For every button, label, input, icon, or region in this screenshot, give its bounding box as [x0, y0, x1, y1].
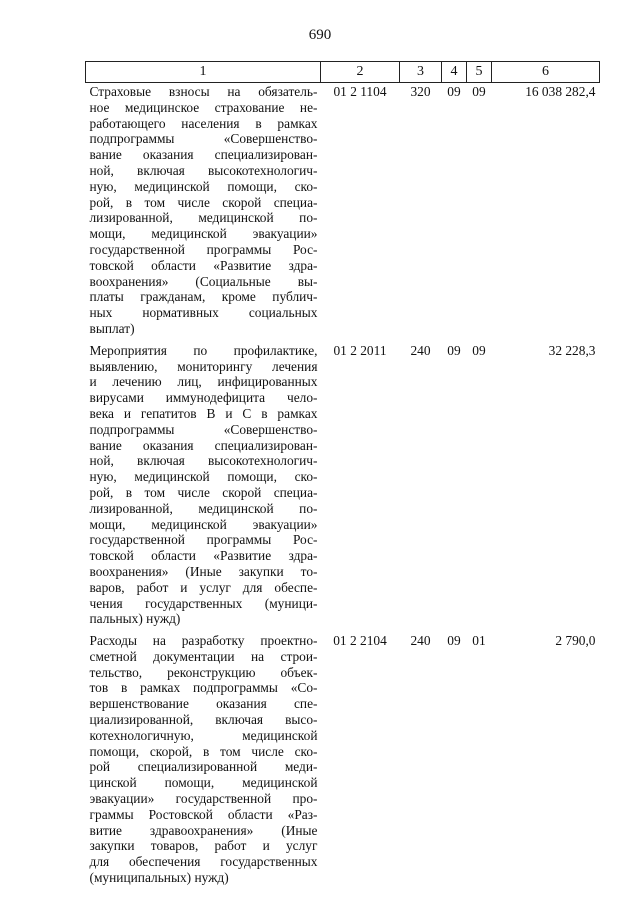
description-line: Расходы на разработку проектно- — [89, 633, 318, 649]
description-line: ных нормативных социальных — [89, 305, 318, 321]
description-line: ное медицинское страхование не- — [89, 99, 318, 115]
description-line: мощи, медицинской эвакуации» — [89, 516, 318, 532]
description-line: ную, медицинской помощи, ско- — [89, 469, 318, 485]
description-line: подпрограммы «Совершенство- — [89, 421, 318, 437]
budget-table — [85, 61, 600, 886]
table-row — [86, 627, 600, 886]
row-target-code: 01 2 1104 — [333, 84, 387, 99]
table-header-row — [86, 62, 600, 83]
description-line: товской области «Развитие здра- — [89, 257, 318, 273]
description-line: платы гражданам, кроме публич- — [89, 289, 318, 305]
row-subsection: 09 — [472, 84, 486, 99]
description-line: воохранения» (Социальные вы- — [89, 273, 318, 289]
description-line: вание оказания специализирован- — [89, 437, 318, 453]
row-target-code: 01 2 2011 — [333, 342, 387, 358]
table-row — [86, 83, 600, 337]
description-line: выплат) — [89, 320, 135, 336]
description-line: (муниципальных) нужд) — [89, 870, 229, 886]
description-line: граммы Ростовской области «Раз- — [89, 806, 318, 822]
description-line: вершенствование оказания спе- — [89, 696, 318, 712]
description-line: ную, медицинской помощи, ско- — [89, 178, 318, 194]
description-line: мощи, медицинской эвакуации» — [89, 226, 318, 242]
description-line: помощи, скорой, в том числе ско- — [89, 743, 318, 759]
row-description — [86, 83, 321, 337]
row-expense-type: 320 — [410, 84, 431, 99]
description-line: тельство, реконструкцию объек- — [89, 664, 318, 680]
description-line: лизированной, медицинской по- — [89, 210, 318, 226]
description-line: рой, в том числе скорой специа- — [89, 484, 318, 500]
row-amount: 32 228,3 — [548, 342, 596, 358]
description-line: закупки товаров, работ и услуг — [89, 838, 318, 854]
description-line: товской области «Развитие здра- — [89, 548, 318, 564]
description-line: воохранения» (Иные закупки то- — [89, 563, 318, 579]
description-line: циализированной, включая высо- — [89, 712, 318, 728]
description-line: котехнологичную, медицинской — [89, 727, 318, 743]
description-line: чения государственных (муници- — [89, 595, 318, 611]
row-expense-type: 240 — [410, 342, 431, 358]
description-line: варов, работ и услуг для обеспе- — [89, 579, 318, 595]
column-header-2: 2 — [321, 62, 400, 83]
description-line: тов в рамках подпрограммы «Со- — [89, 680, 318, 696]
row-description — [86, 627, 321, 886]
description-line: витие здравоохранения» (Иные — [89, 822, 318, 838]
row-amount: 2 790,0 — [555, 633, 596, 649]
description-line: лизированной, медицинской по- — [89, 500, 318, 516]
row-description — [86, 337, 321, 627]
row-target-code: 01 2 2104 — [333, 633, 387, 649]
column-header-3: 3 — [400, 62, 442, 83]
column-header-4: 4 — [442, 62, 467, 83]
row-section: 09 — [447, 84, 461, 99]
column-header-6: 6 — [492, 62, 600, 83]
description-line: подпрограммы «Совершенство- — [89, 131, 318, 147]
description-line: и лечению лиц, инфицированных — [89, 374, 318, 390]
column-header-5: 5 — [467, 62, 492, 83]
description-line: рой, в том числе скорой специа- — [89, 194, 318, 210]
description-line: рой специализированной меди- — [89, 759, 318, 775]
description-line: вание оказания специализирован- — [89, 147, 318, 163]
description-line: сметной документации на строи- — [89, 648, 318, 664]
description-line: ной, включая высокотехнологич- — [89, 162, 318, 178]
description-line: Мероприятия по профилактике, — [89, 342, 318, 358]
row-section: 09 — [447, 342, 461, 358]
description-line: века и гепатитов B и C в рамках — [89, 405, 318, 421]
row-section: 09 — [447, 633, 461, 649]
description-line: пальных) нужд) — [89, 611, 181, 627]
column-header-1: 1 — [86, 62, 321, 83]
description-line: для обеспечения государственных — [89, 854, 318, 870]
table-body — [86, 83, 600, 886]
row-amount: 16 038 282,4 — [525, 84, 596, 99]
description-line: выявлению, мониторингу лечения — [89, 358, 318, 374]
description-line: государственной программы Рос- — [89, 532, 318, 548]
description-line: ной, включая высокотехнологич- — [89, 453, 318, 469]
description-line: эвакуации» государственной про- — [89, 791, 318, 807]
table-row — [86, 337, 600, 627]
description-line: государственной программы Рос- — [89, 241, 318, 257]
row-subsection: 01 — [472, 633, 486, 649]
description-line: вирусами иммунодефицита чело- — [89, 390, 318, 406]
description-line: Страховые взносы на обязатель- — [89, 84, 318, 99]
description-line: работающего населения в рамках — [89, 115, 318, 131]
description-line: цинской помощи, медицинской — [89, 775, 318, 791]
row-subsection: 09 — [472, 342, 486, 358]
page-number: 690 — [308, 27, 332, 43]
row-expense-type: 240 — [410, 633, 431, 649]
